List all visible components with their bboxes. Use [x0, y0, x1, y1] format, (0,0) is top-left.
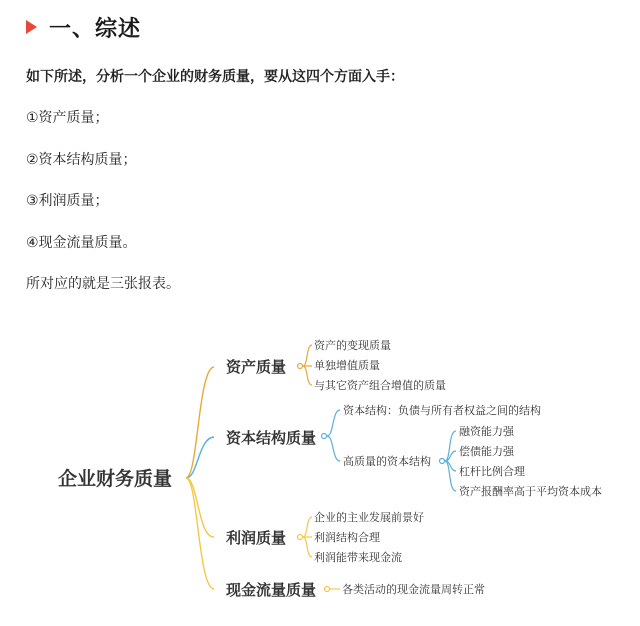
list-item-2: ②资本结构质量；	[26, 152, 137, 168]
leaf-asset-2: 单独增值质量	[314, 359, 380, 372]
mindmap-root: 企业财务质量	[58, 468, 173, 490]
leaf-capital-sub-1: 融资能力强	[459, 425, 514, 438]
list-item-4: ④现金流量质量。	[26, 235, 137, 251]
leaf-capital-sub-2: 偿债能力强	[459, 445, 514, 458]
intro-closing: 所对应的就是三张报表。	[26, 276, 180, 292]
leaf-capital-1: 资本结构：负债与所有者权益之间的结构	[343, 404, 541, 417]
node-dot	[325, 587, 330, 592]
node-dot	[298, 364, 303, 369]
node-dot	[298, 535, 303, 540]
connector-cashflow	[186, 478, 214, 589]
node-dot	[322, 434, 327, 439]
connector-profit	[186, 478, 214, 537]
node-dot	[440, 459, 445, 464]
leaf-capital-sub-4: 资产报酬率高于平均资本成本	[459, 485, 602, 498]
section-title: 一、综述	[49, 16, 142, 42]
leaf-asset-1: 资产的变现质量	[314, 339, 391, 352]
intro-lead: 如下所述，分析一个企业的财务质量，要从这四个方面入手：	[26, 69, 404, 85]
leaf-capital-2: 高质量的资本结构	[343, 455, 431, 468]
leaf-profit-3: 利润能带来现金流	[314, 551, 402, 564]
leaf-profit-1: 企业的主业发展前景好	[314, 511, 424, 524]
leaf-cashflow-1: 各类活动的现金流量周转正常	[342, 583, 485, 596]
connector-asset	[186, 367, 214, 478]
branch-asset-quality: 资产质量	[226, 358, 287, 376]
leaf-asset-3: 与其它资产组合增值的质量	[314, 379, 446, 392]
leaf-capital-sub-3: 杠杆比例合理	[459, 465, 525, 478]
branch-capital-structure: 资本结构质量	[226, 429, 317, 447]
list-item-1: ①资产质量；	[26, 110, 109, 126]
list-item-3: ③利润质量；	[26, 193, 109, 209]
branch-cashflow-quality: 现金流量质量	[226, 581, 317, 599]
leaf-profit-2: 利润结构合理	[314, 531, 380, 544]
branch-profit-quality: 利润质量	[226, 529, 287, 547]
